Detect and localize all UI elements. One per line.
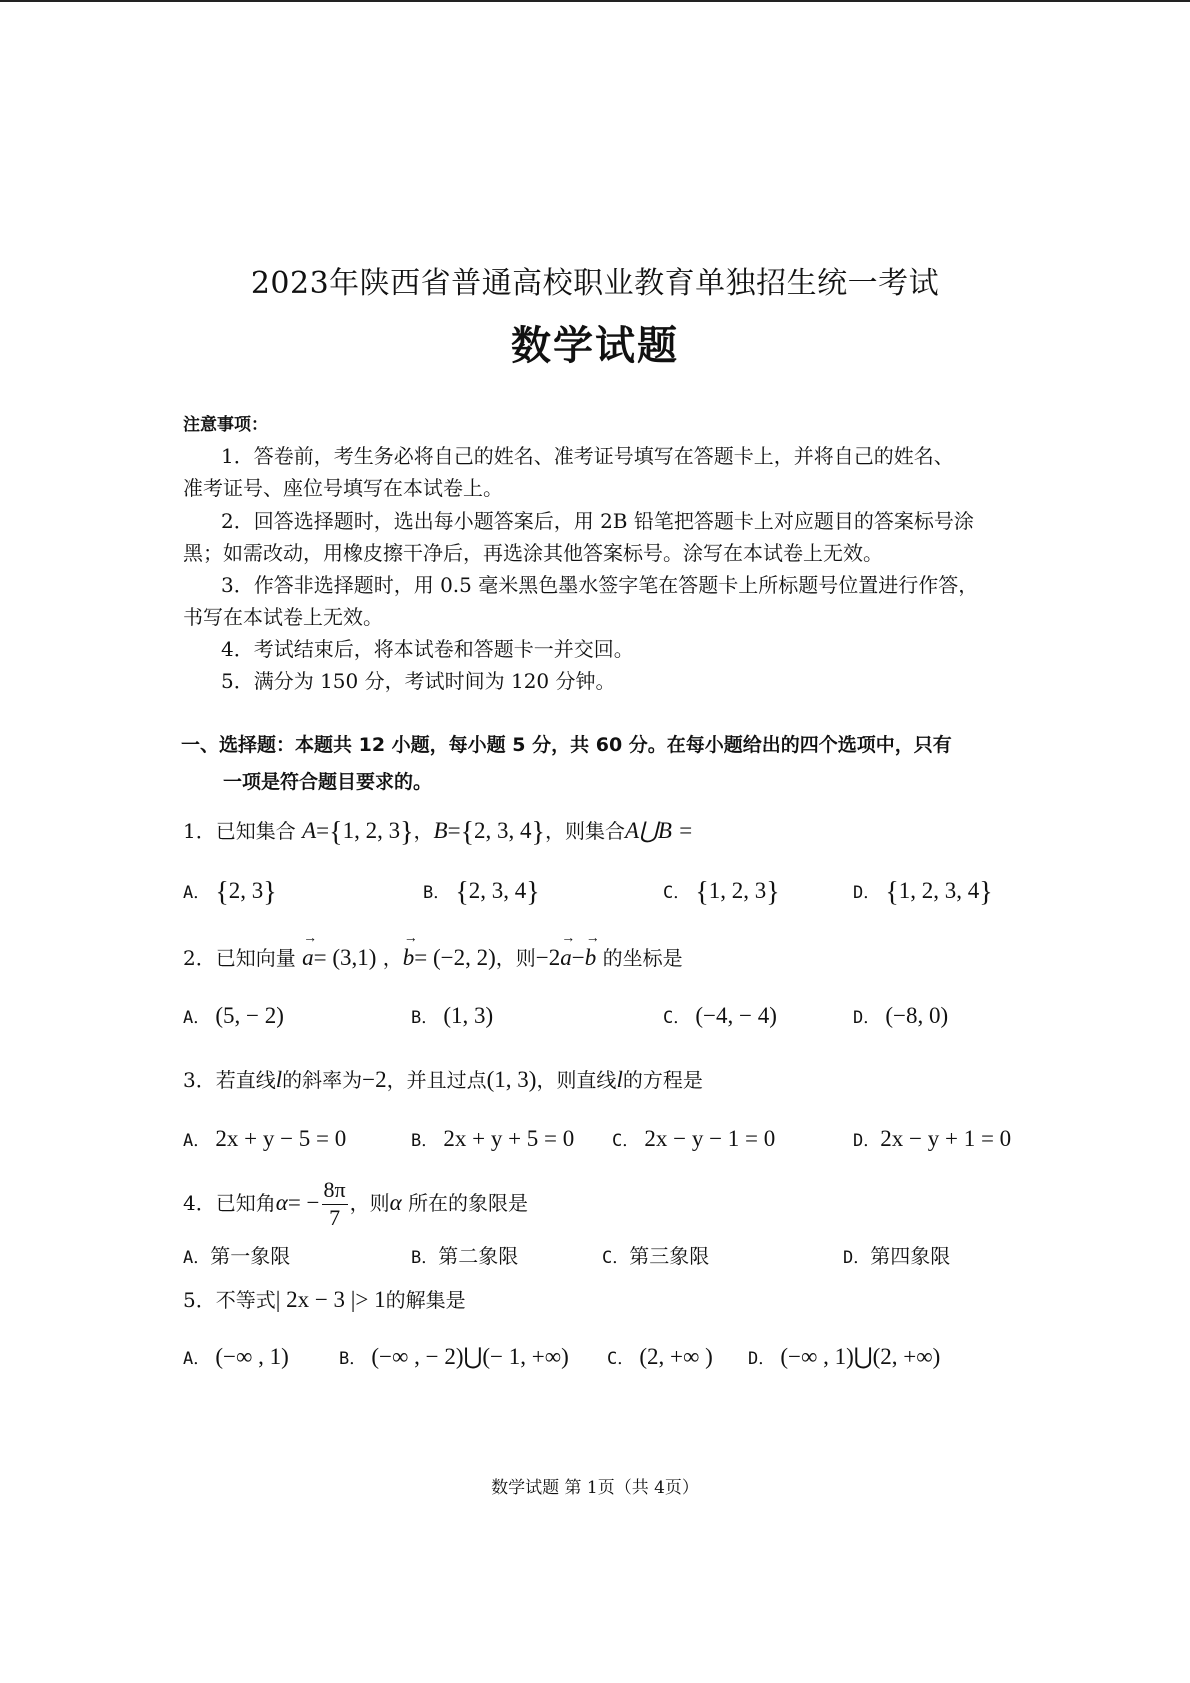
question-3: 3．若直线l的斜率为−2，并且过点(1, 3)，则直线l的方程是 [183, 1067, 703, 1092]
notice-item: 准考证号、座位号填写在本试卷上。 [183, 476, 503, 500]
notice-item: 5．满分为 150 分，考试时间为 120 分钟。 [221, 669, 616, 693]
page-footer: 数学试题 第 1页（共 4页） [491, 1478, 699, 1498]
question-number: 3． [183, 1068, 216, 1092]
option-d: D．第四象限 [843, 1244, 951, 1268]
notice-item: 黑；如需改动，用橡皮擦干净后，再选涂其他答案标号。涂写在本试卷上无效。 [183, 541, 883, 565]
option-c: C．第三象限 [602, 1244, 710, 1268]
alpha-symbol: α [275, 1190, 288, 1215]
line-l: l [275, 1067, 283, 1092]
option-d: D． {1, 2, 3, 4} [853, 877, 993, 908]
top-border-line [0, 0, 1190, 2]
set-b: 2, 3, 4 [474, 818, 532, 843]
notice-item: 3．作答非选择题时，用 0.5 毫米黑色墨水签字笔在答题卡上所标题号位置进行作答， [221, 573, 979, 597]
option-b: B． 2x + y + 5 = 0 [411, 1126, 575, 1151]
option-b: B．第二象限 [411, 1244, 519, 1268]
option-c: C． (−4, − 4) [663, 1003, 777, 1028]
option-b: B． (1, 3) [411, 1003, 494, 1028]
section-heading-cont: 一项是符合题目要求的。 [223, 771, 433, 793]
set-a: 1, 2, 3 [342, 818, 401, 843]
notice-heading: 注意事项： [183, 415, 268, 435]
question-2: 2．已知向量 → a= (3,1) ，→ b= (−2, 2)，则−2→ a−→ b 的坐标是 [183, 942, 683, 971]
option-a: A． 2x + y − 5 = 0 [183, 1126, 347, 1151]
option-b: B． {2, 3, 4} [423, 877, 540, 908]
question-1: 1．已知集合 A={1, 2, 3}，B={2, 3, 4}，则集合A⋃B = [183, 817, 694, 848]
question-number: 1． [183, 819, 216, 843]
exam-title: 2023年陕西省普通高校职业教育单独招生统一考试 [250, 266, 940, 301]
question-number: 5． [183, 1288, 216, 1312]
option-d: D． (−∞ , 1)⋃(2, +∞) [748, 1344, 941, 1369]
inequality: | 2x − 3 |> 1 [275, 1287, 386, 1312]
option-c: C． (2, +∞ ) [607, 1344, 713, 1369]
question-text: 已知向量 [215, 946, 296, 970]
notice-item: 2．回答选择题时，选出每小题答案后，用 2B 铅笔把答题卡上对应题目的答案标号涂 [221, 509, 974, 533]
vector-b: → b [403, 945, 415, 971]
option-a: A． (−∞ , 1) [183, 1344, 289, 1369]
question-text: 则集合 [565, 819, 625, 843]
notice-item: 4．考试结束后，将本试卷和答题卡一并交回。 [221, 637, 634, 661]
vector-a: → a [302, 945, 314, 971]
notice-item: 书写在本试卷上无效。 [183, 605, 383, 629]
set-b-name: B [433, 818, 448, 843]
option-a: A．第一象限 [183, 1244, 291, 1268]
union-expr: A⋃B = [625, 818, 694, 843]
notice-item: 1．答卷前，考生务必将自己的姓名、准考证号填写在答题卡上，并将自己的姓名、 [221, 444, 954, 468]
question-number: 2． [183, 946, 216, 970]
option-a: A． {2, 3} [183, 877, 277, 908]
question-number: 4． [183, 1191, 216, 1215]
option-b: B． (−∞ , − 2)⋃(− 1, +∞) [339, 1344, 569, 1369]
section-heading: 一、选择题：本题共 12 小题，每小题 5 分，共 60 分。在每小题给出的四个选项中，只有 [181, 734, 952, 756]
option-d: D． (−8, 0) [853, 1003, 949, 1028]
option-a: A． (5, − 2) [183, 1003, 284, 1028]
option-c: C． {1, 2, 3} [663, 877, 780, 908]
exam-subtitle: 数学试题 [511, 323, 679, 369]
set-a-name: A [302, 818, 317, 843]
question-text: 已知集合 [215, 819, 296, 843]
fraction: $\frac{8\pi}{7}$ [323, 1177, 346, 1230]
question-5: 5．不等式| 2x − 3 |> 1的解集是 [183, 1287, 466, 1312]
question-4: 4．已知角α= − $\frac{8\pi}{7}$ ，则α 所在的象限是 [183, 1177, 529, 1230]
option-c: C． 2x − y − 1 = 0 [612, 1126, 776, 1151]
option-d: D．2x − y + 1 = 0 [853, 1126, 1012, 1151]
